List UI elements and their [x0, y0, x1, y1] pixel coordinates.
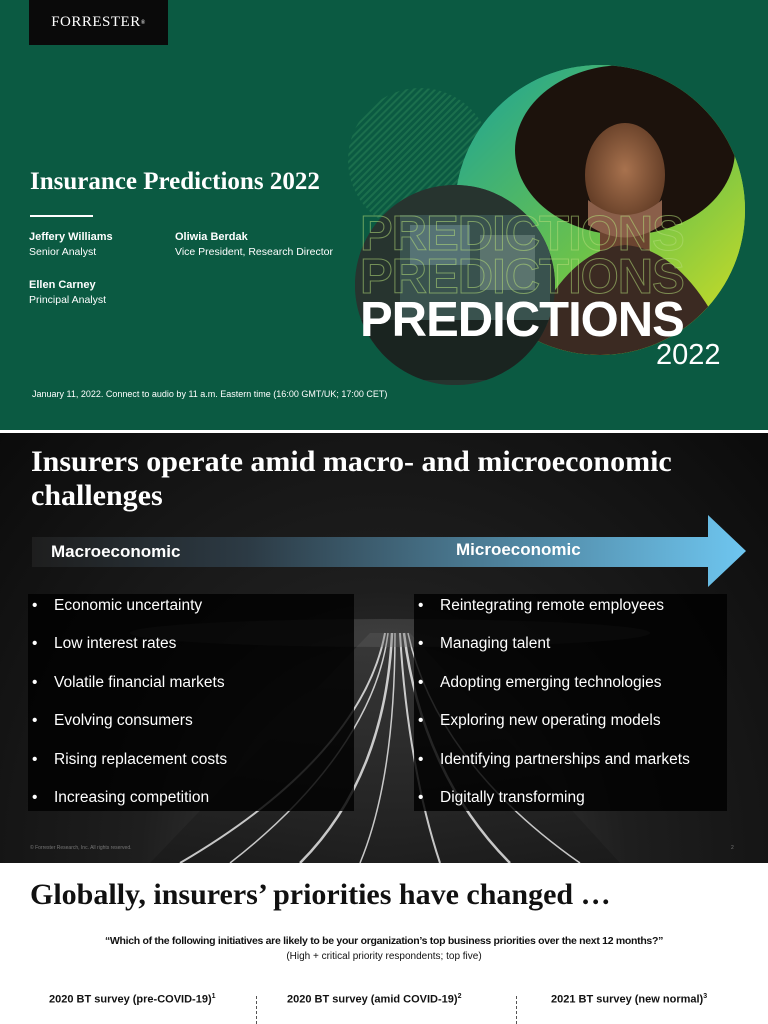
predictions-ghost-text-2: PREDICTIONS: [360, 250, 684, 304]
list-item: [32, 635, 176, 653]
column-header-amid-covid: [287, 993, 461, 1006]
macro-item-text: Volatile financial markets: [54, 674, 225, 691]
author-block: [175, 231, 333, 258]
bullet-marker: •: [418, 789, 424, 806]
bullet-marker: •: [418, 751, 424, 768]
author-role: Vice President, Research Director: [175, 246, 333, 258]
macro-item-text: Economic uncertainty: [54, 597, 203, 614]
bullet-marker: •: [32, 751, 38, 768]
bullet-marker: •: [32, 712, 38, 729]
survey-question: “Which of the following initiatives are likely to be your organization’s top business priorities over the next 12 months?”: [104, 935, 664, 947]
copyright-notice: © Forrester Research, Inc. All rights reserved.: [30, 845, 132, 851]
column-divider: [256, 996, 257, 1024]
bullet-marker: •: [418, 712, 424, 729]
footnote-marker: 1: [211, 993, 216, 1000]
micro-item-text: Reintegrating remote employees: [440, 597, 665, 614]
footnote-marker: 3: [703, 993, 708, 1000]
logo-text: FORRESTER: [51, 14, 141, 30]
micro-item-text: Managing talent: [440, 635, 551, 652]
bullet-marker: •: [32, 635, 38, 652]
list-item: [32, 751, 227, 769]
micro-list-panel: [414, 594, 727, 811]
slide-title: Globally, insurers’ priorities have changed …: [30, 878, 611, 911]
column-header-label: 2020 BT survey (pre-COVID-19): [49, 993, 212, 1006]
bullet-marker: •: [32, 789, 38, 806]
forrester-logo: FORRESTER ®: [29, 0, 168, 45]
author-name: Jeffery Williams: [29, 231, 113, 243]
micro-item-text: Exploring new operating models: [440, 712, 661, 729]
priorities-slide: [0, 866, 768, 1024]
list-item: [418, 674, 661, 692]
author-name: Oliwia Berdak: [175, 231, 248, 243]
macroeconomic-label: Macroeconomic: [51, 542, 181, 561]
bullet-marker: •: [418, 597, 424, 614]
challenges-slide: [0, 433, 768, 863]
macro-list-panel: [28, 594, 354, 811]
bullet-marker: •: [418, 635, 424, 652]
macro-item-text: Evolving consumers: [54, 712, 193, 729]
bullet-marker: •: [418, 674, 424, 691]
survey-subtitle: (High + critical priority respondents; top five): [286, 951, 482, 962]
slide-title: Insurers operate amid macro- and microeconomic challenges: [31, 445, 672, 512]
predictions-year: 2022: [656, 339, 721, 371]
list-item: [418, 635, 550, 653]
predictions-ghost-text-1: PREDICTIONS: [360, 207, 684, 261]
column-header-new-normal: [551, 993, 707, 1006]
bullet-marker: •: [32, 597, 38, 614]
list-item: [418, 597, 664, 615]
title-slide: [0, 0, 768, 430]
footnote-marker: 2: [457, 993, 462, 1000]
author-block: [29, 231, 113, 258]
list-item: [418, 712, 661, 730]
author-role: Principal Analyst: [29, 294, 107, 306]
micro-item-text: Identifying partnerships and markets: [440, 751, 690, 768]
microeconomic-label: Microeconomic: [456, 540, 581, 559]
column-header-pre-covid: [49, 993, 216, 1006]
page-number: 2: [731, 845, 734, 851]
column-header-label: 2021 BT survey (new normal): [551, 993, 704, 1006]
column-header-label: 2020 BT survey (amid COVID-19): [287, 993, 458, 1006]
macro-item-text: Rising replacement costs: [54, 751, 228, 768]
list-item: [32, 597, 202, 615]
list-item: [32, 674, 225, 692]
predictions-wordmark: PREDICTIONS: [360, 293, 684, 347]
macro-item-text: Low interest rates: [54, 635, 177, 652]
title-underline: [30, 215, 93, 217]
list-item: [418, 789, 585, 807]
column-divider: [516, 996, 517, 1024]
list-item: [32, 712, 193, 730]
webinar-date: January 11, 2022. Connect to audio by 11 a.m. Eastern time (16:00 GMT/UK; 17:00 CET): [32, 389, 388, 399]
author-role: Senior Analyst: [29, 246, 97, 258]
macro-item-text: Increasing competition: [54, 789, 210, 806]
author-block: [29, 279, 106, 306]
author-name: Ellen Carney: [29, 279, 96, 291]
micro-item-text: Digitally transforming: [440, 789, 585, 806]
list-item: [418, 751, 690, 769]
list-item: [32, 789, 209, 807]
bullet-marker: •: [32, 674, 38, 691]
presentation-title: Insurance Predictions 2022: [30, 168, 320, 195]
micro-item-text: Adopting emerging technologies: [440, 674, 662, 691]
